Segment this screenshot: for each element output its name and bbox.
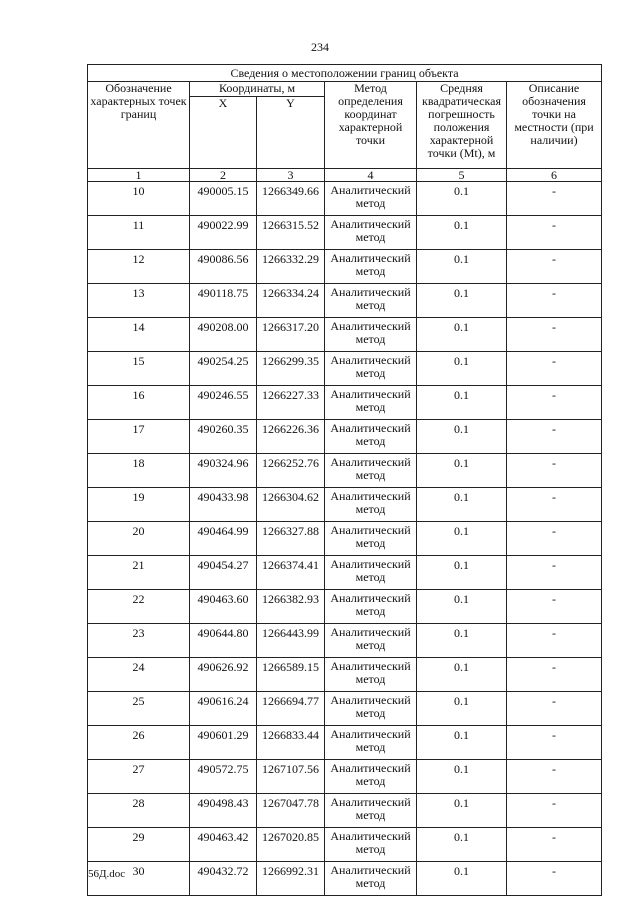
table-row [88, 318, 602, 352]
cell-x: 490432.72 [190, 862, 257, 896]
cell-error: 0.1 [417, 624, 507, 658]
cell-x: 490208.00 [190, 318, 257, 352]
table-row [88, 760, 602, 794]
table-row [88, 386, 602, 420]
cell-point: 11 [88, 216, 190, 250]
page-number: 234 [311, 40, 329, 54]
cell-method: Аналитический метод [325, 522, 417, 556]
cell-point: 23 [88, 624, 190, 658]
cell-point: 30 [88, 862, 190, 896]
cell-method: Аналитический метод [325, 216, 417, 250]
cell-description: - [507, 624, 602, 658]
cell-x: 490022.99 [190, 216, 257, 250]
cell-error: 0.1 [417, 522, 507, 556]
cell-x: 490118.75 [190, 284, 257, 318]
cell-x: 490086.56 [190, 250, 257, 284]
cell-error: 0.1 [417, 556, 507, 590]
cell-y: 1266694.77 [257, 692, 325, 726]
cell-description: - [507, 726, 602, 760]
cell-description: - [507, 420, 602, 454]
cell-point: 15 [88, 352, 190, 386]
cell-method: Аналитический метод [325, 318, 417, 352]
cell-y: 1266315.52 [257, 216, 325, 250]
cell-x: 490498.43 [190, 794, 257, 828]
cell-y: 1266299.35 [257, 352, 325, 386]
cell-x: 490626.92 [190, 658, 257, 692]
cell-error: 0.1 [417, 386, 507, 420]
cell-method: Аналитический метод [325, 794, 417, 828]
cell-error: 0.1 [417, 590, 507, 624]
cell-point: 20 [88, 522, 190, 556]
header-error: Средняя квадратическая погрешность положения характерной точки (Mt), м [417, 82, 507, 169]
cell-y: 1266304.62 [257, 488, 325, 522]
cell-method: Аналитический метод [325, 352, 417, 386]
cell-point: 19 [88, 488, 190, 522]
header-description: Описание обозначения точки на местности (при наличии) [507, 82, 602, 169]
cell-description: - [507, 862, 602, 896]
cell-description: - [507, 794, 602, 828]
cell-error: 0.1 [417, 216, 507, 250]
table-row [88, 692, 602, 726]
cell-description: - [507, 522, 602, 556]
cell-point: 10 [88, 182, 190, 216]
header-coordinates: Координаты, м [190, 82, 325, 97]
cell-error: 0.1 [417, 250, 507, 284]
cell-error: 0.1 [417, 726, 507, 760]
header-point-designation: Обозначение характерных точек границ [88, 82, 190, 169]
cell-point: 22 [88, 590, 190, 624]
cell-point: 12 [88, 250, 190, 284]
cell-method: Аналитический метод [325, 420, 417, 454]
column-number: 4 [325, 169, 417, 182]
column-number: 5 [417, 169, 507, 182]
cell-error: 0.1 [417, 420, 507, 454]
cell-description: - [507, 250, 602, 284]
cell-description: - [507, 658, 602, 692]
cell-error: 0.1 [417, 352, 507, 386]
cell-error: 0.1 [417, 488, 507, 522]
cell-description: - [507, 692, 602, 726]
table-row [88, 454, 602, 488]
cell-method: Аналитический метод [325, 182, 417, 216]
column-number: 3 [257, 169, 325, 182]
cell-method: Аналитический метод [325, 726, 417, 760]
cell-description: - [507, 182, 602, 216]
cell-description: - [507, 454, 602, 488]
table-row [88, 590, 602, 624]
cell-description: - [507, 352, 602, 386]
cell-y: 1266349.66 [257, 182, 325, 216]
cell-point: 27 [88, 760, 190, 794]
table-row [88, 828, 602, 862]
cell-description: - [507, 488, 602, 522]
cell-description: - [507, 318, 602, 352]
table-row [88, 420, 602, 454]
cell-error: 0.1 [417, 692, 507, 726]
table-row [88, 284, 602, 318]
cell-method: Аналитический метод [325, 658, 417, 692]
cell-point: 28 [88, 794, 190, 828]
cell-error: 0.1 [417, 794, 507, 828]
cell-x: 490246.55 [190, 386, 257, 420]
cell-y: 1266327.88 [257, 522, 325, 556]
cell-y: 1266382.93 [257, 590, 325, 624]
cell-method: Аналитический метод [325, 760, 417, 794]
cell-point: 21 [88, 556, 190, 590]
cell-x: 490601.29 [190, 726, 257, 760]
cell-y: 1266992.31 [257, 862, 325, 896]
cell-y: 1266443.99 [257, 624, 325, 658]
cell-x: 490454.27 [190, 556, 257, 590]
cell-y: 1266334.24 [257, 284, 325, 318]
table-row [88, 658, 602, 692]
cell-x: 490463.42 [190, 828, 257, 862]
cell-point: 13 [88, 284, 190, 318]
table-row [88, 522, 602, 556]
cell-point: 24 [88, 658, 190, 692]
cell-y: 1266317.20 [257, 318, 325, 352]
cell-method: Аналитический метод [325, 828, 417, 862]
cell-point: 17 [88, 420, 190, 454]
cell-error: 0.1 [417, 454, 507, 488]
cell-y: 1266226.36 [257, 420, 325, 454]
cell-method: Аналитический метод [325, 250, 417, 284]
cell-x: 490644.80 [190, 624, 257, 658]
cell-description: - [507, 216, 602, 250]
cell-error: 0.1 [417, 862, 507, 896]
table-row [88, 352, 602, 386]
cell-x: 490433.98 [190, 488, 257, 522]
column-number: 1 [88, 169, 190, 182]
cell-method: Аналитический метод [325, 386, 417, 420]
cell-y: 1266589.15 [257, 658, 325, 692]
table-row [88, 624, 602, 658]
cell-description: - [507, 590, 602, 624]
cell-method: Аналитический метод [325, 556, 417, 590]
cell-method: Аналитический метод [325, 624, 417, 658]
cell-description: - [507, 556, 602, 590]
cell-method: Аналитический метод [325, 862, 417, 896]
cell-point: 16 [88, 386, 190, 420]
cell-x: 490464.99 [190, 522, 257, 556]
cell-description: - [507, 828, 602, 862]
column-number: 6 [507, 169, 602, 182]
table-row [88, 488, 602, 522]
header-y: Y [257, 97, 325, 169]
cell-y: 1266252.76 [257, 454, 325, 488]
header-method: Метод определения координат характерной точки [325, 82, 417, 169]
cell-description: - [507, 284, 602, 318]
table-row [88, 726, 602, 760]
table-row [88, 862, 602, 896]
cell-y: 1266833.44 [257, 726, 325, 760]
table-row [88, 182, 602, 216]
column-number: 2 [190, 169, 257, 182]
cell-error: 0.1 [417, 760, 507, 794]
header-x: X [190, 97, 257, 169]
cell-x: 490463.60 [190, 590, 257, 624]
cell-point: 25 [88, 692, 190, 726]
cell-y: 1267107.56 [257, 760, 325, 794]
table-title: Сведения о местоположении границ объекта [88, 65, 602, 82]
cell-error: 0.1 [417, 182, 507, 216]
cell-method: Аналитический метод [325, 692, 417, 726]
cell-x: 490254.25 [190, 352, 257, 386]
cell-error: 0.1 [417, 284, 507, 318]
footer-filename: 56Д.doc [88, 868, 126, 880]
cell-description: - [507, 386, 602, 420]
cell-point: 18 [88, 454, 190, 488]
cell-y: 1266227.33 [257, 386, 325, 420]
table-row [88, 216, 602, 250]
table-row [88, 794, 602, 828]
cell-method: Аналитический метод [325, 454, 417, 488]
cell-error: 0.1 [417, 658, 507, 692]
cell-method: Аналитический метод [325, 488, 417, 522]
cell-point: 26 [88, 726, 190, 760]
cell-x: 490005.15 [190, 182, 257, 216]
cell-x: 490572.75 [190, 760, 257, 794]
cell-method: Аналитический метод [325, 284, 417, 318]
cell-y: 1267020.85 [257, 828, 325, 862]
cell-point: 14 [88, 318, 190, 352]
cell-y: 1267047.78 [257, 794, 325, 828]
cell-x: 490616.24 [190, 692, 257, 726]
cell-description: - [507, 760, 602, 794]
table-row [88, 556, 602, 590]
cell-y: 1266332.29 [257, 250, 325, 284]
cell-x: 490324.96 [190, 454, 257, 488]
cell-method: Аналитический метод [325, 590, 417, 624]
cell-error: 0.1 [417, 828, 507, 862]
table-row [88, 250, 602, 284]
cell-error: 0.1 [417, 318, 507, 352]
cell-x: 490260.35 [190, 420, 257, 454]
boundary-coordinates-table [87, 64, 602, 896]
cell-y: 1266374.41 [257, 556, 325, 590]
cell-point: 29 [88, 828, 190, 862]
